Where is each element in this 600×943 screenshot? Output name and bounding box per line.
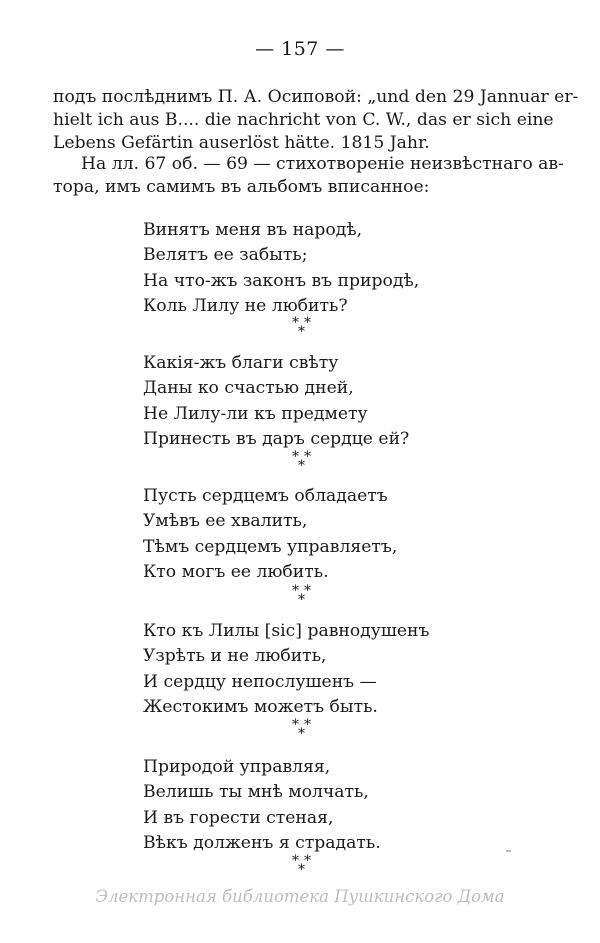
poem-stanza-3 [143, 484, 397, 585]
verse-line: Велишь ты мнѣ молчать, [143, 782, 369, 803]
verse-line: Даны ко счастью дней, [143, 378, 354, 399]
asterism-separator: * * * [292, 449, 311, 474]
verse-line: Жестокимъ можетъ быть. [143, 696, 378, 717]
text-line: подъ послѣднимъ П. А. Осиповой: „und den 29 Jannuar er- [53, 87, 579, 107]
verse-line: Винятъ меня въ народѣ, [143, 220, 363, 240]
poem-stanza-5 [143, 755, 381, 856]
poem-stanza-2 [143, 351, 409, 452]
second-paragraph [53, 153, 564, 199]
verse-line: Какія-жъ благи свѣту [143, 353, 339, 373]
verse-line: Не Лилу-ли къ предмету [143, 403, 368, 424]
verse-line: Природой управляя, [143, 757, 331, 777]
page-number: — 157 — [255, 38, 345, 60]
library-watermark: Электронная библиотека Пушкинского Дома [95, 887, 505, 906]
verse-line: Пусть сердцемъ обладаетъ [143, 486, 388, 506]
verse-line: Принесть въ даръ сердце ей? [143, 428, 410, 449]
asterism-separator: * * * [292, 717, 311, 742]
poem-stanza-4 [143, 619, 429, 720]
asterism-separator: * * * [292, 315, 311, 340]
verse-line: И въ горести стеная, [143, 807, 334, 828]
verse-line: Узрѣть и не любить, [143, 646, 327, 667]
scan-artifact [506, 850, 511, 852]
asterism-separator: * * * [292, 583, 311, 608]
text-line: Lebens Gefärtin auserlöst hätte. 1815 Jahr. [53, 133, 430, 153]
verse-line: Кто къ Лилы [sic] равнодушенъ [143, 621, 430, 641]
verse-line: Тѣмъ сердцемъ управляетъ, [143, 536, 398, 557]
verse-line: Велятъ ее забыть; [143, 245, 308, 266]
verse-line: Кто могъ ее любить. [143, 561, 329, 582]
verse-line: Вѣкъ долженъ я страдать. [143, 832, 381, 853]
text-line: тора, имъ самимъ въ альбомъ вписанное: [53, 177, 430, 197]
text-line: На лл. 67 об. — 69 — стихотвореніе неизвѣстнаго ав- [81, 154, 564, 174]
verse-line: И сердцу непослушенъ — [143, 671, 377, 692]
intro-paragraph [53, 86, 579, 155]
asterism-separator: * * * [292, 853, 311, 878]
poem-stanza-1 [143, 218, 419, 319]
verse-line: Коль Лилу не любить? [143, 295, 348, 316]
verse-line: Умѣвъ ее хвалить, [143, 511, 308, 532]
text-line: hielt ich aus B.... die nachricht von C. W., das er sich eine [53, 110, 554, 130]
verse-line: На что-жъ законъ въ природѣ, [143, 270, 420, 291]
